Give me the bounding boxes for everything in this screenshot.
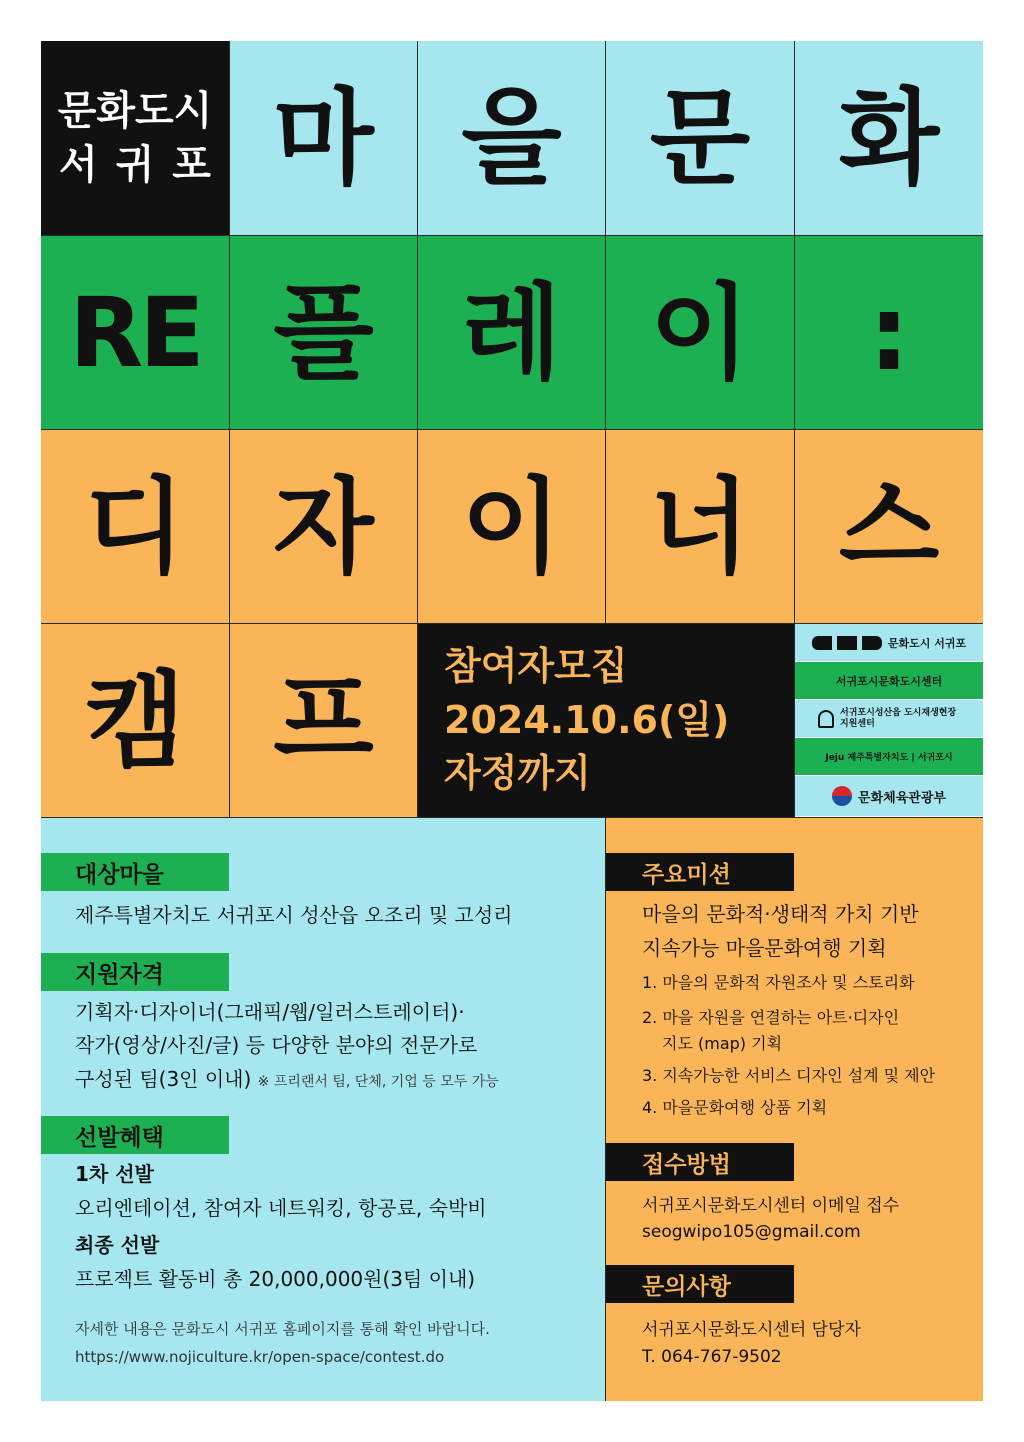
title-char: 캠 [41,624,230,818]
title-char: 마 [230,41,418,236]
qualification-line1: 기획자·디자이너(그래픽/웹/일러스트레이터)· [75,1000,465,1024]
section-header-inquiry: 문의사항 [606,1265,794,1303]
logo-seogwipo-culture-city: 문화도시 서귀포 [795,624,983,662]
qualification-note: ※ 프리랜서 팀, 단체, 기업 등 모두 가능 [257,1074,499,1090]
qualification-line3-wrap [75,1063,499,1099]
list-item: 4. 마을문화여행 상품 기획 [642,1098,828,1117]
brand-line1: 문화도시 [57,88,213,134]
poster [41,41,983,1401]
benefit-first-title: 1차 선발 [75,1162,154,1186]
title-char: 너 [606,430,795,624]
inquiry-text: 서귀포시문화도시센터 담당자 [642,1320,861,1340]
apply-email[interactable]: seogwipo105@gmail.com [642,1222,861,1242]
section-header-qualification: 지원자격 [41,953,229,991]
title-char: 이 [606,236,795,430]
mission-list [642,970,935,1127]
brand-line2: 서귀포 [59,142,229,188]
title-char: 스 [795,430,983,624]
title-char: RE [41,236,230,430]
list-item: 1. 마을의 문화적 자원조사 및 스토리화 [642,973,915,992]
partner-logos [795,624,983,818]
title-char: 플 [230,236,418,430]
logo-culture-city-center: 서귀포시문화도시센터 [795,662,983,700]
inquiry-phone[interactable]: T. 064-767-9502 [642,1347,782,1367]
footer-url[interactable]: https://www.nojiculture.kr/open-space/contest.do [75,1348,445,1366]
qualification-line2: 작가(영상/사진/글) 등 다양한 분야의 전문가로 [75,1033,478,1057]
logo-mark-icon [812,636,882,650]
regeneration-center-icon [818,710,834,728]
title-char: 문 [606,41,795,236]
info-left-panel [41,818,606,1401]
list-item-continued: 지도 (map) 기획 [662,1034,783,1053]
title-char: : [795,236,983,430]
section-header-target: 대상마을 [41,853,229,891]
list-item: 3. 지속가능한 서비스 디자인 설계 및 제안 [642,1066,936,1085]
apply-text: 서귀포시문화도시센터 이메일 접수 [642,1196,900,1216]
logo-ministry-culture: 문화체육관광부 [795,776,983,816]
brand-logo-text [41,84,229,192]
footer-note: 자세한 내용은 문화도시 서귀포 홈페이지를 통해 확인 바랍니다. [75,1320,490,1338]
recruit-date: 2024.10.6(일) [444,697,730,742]
qualification-line3: 구성된 팀(3인 이내) [75,1067,252,1091]
list-item: 2. 마을 자원을 연결하는 아트·디자인 [642,1008,900,1027]
benefit-final-text: 프로젝트 활동비 총 20,000,000원(3팀 이내) [75,1267,476,1291]
logo-urban-regeneration-center: 서귀포시성산읍 도시재생현장지원센터 [795,700,983,738]
section-header-mission: 주요미션 [606,853,794,891]
title-char: 화 [795,41,983,236]
brand-block [41,41,230,236]
title-char: 자 [230,430,418,624]
mission-line2: 지속가능 마을문화여행 기획 [642,936,887,960]
benefit-first-text: 오리엔테이션, 참여자 네트워킹, 항공료, 숙박비 [75,1196,487,1220]
info-right-panel [606,818,983,1401]
title-char: 레 [418,236,606,430]
recruit-deadline: 자정까지 [444,751,591,796]
mission-line1: 마을의 문화적·생태적 가치 기반 [642,902,919,926]
benefit-final-title: 최종 선발 [75,1233,160,1257]
target-text: 제주특별자치도 서귀포시 성산읍 오조리 및 고성리 [75,903,513,927]
recruit-block [418,624,795,818]
title-char: 을 [418,41,606,236]
taegeuk-icon [832,786,852,806]
title-grid [41,41,983,818]
title-char: 프 [230,624,418,818]
section-header-benefits: 선발혜택 [41,1116,229,1154]
section-header-apply: 접수방법 [606,1143,794,1181]
title-char: 디 [41,430,230,624]
title-char: 이 [418,430,606,624]
recruit-title: 참여자모집 [444,643,628,688]
logo-jeju-seogwipo: Jeju 제주특별자치도 | 서귀포시 [795,738,983,776]
